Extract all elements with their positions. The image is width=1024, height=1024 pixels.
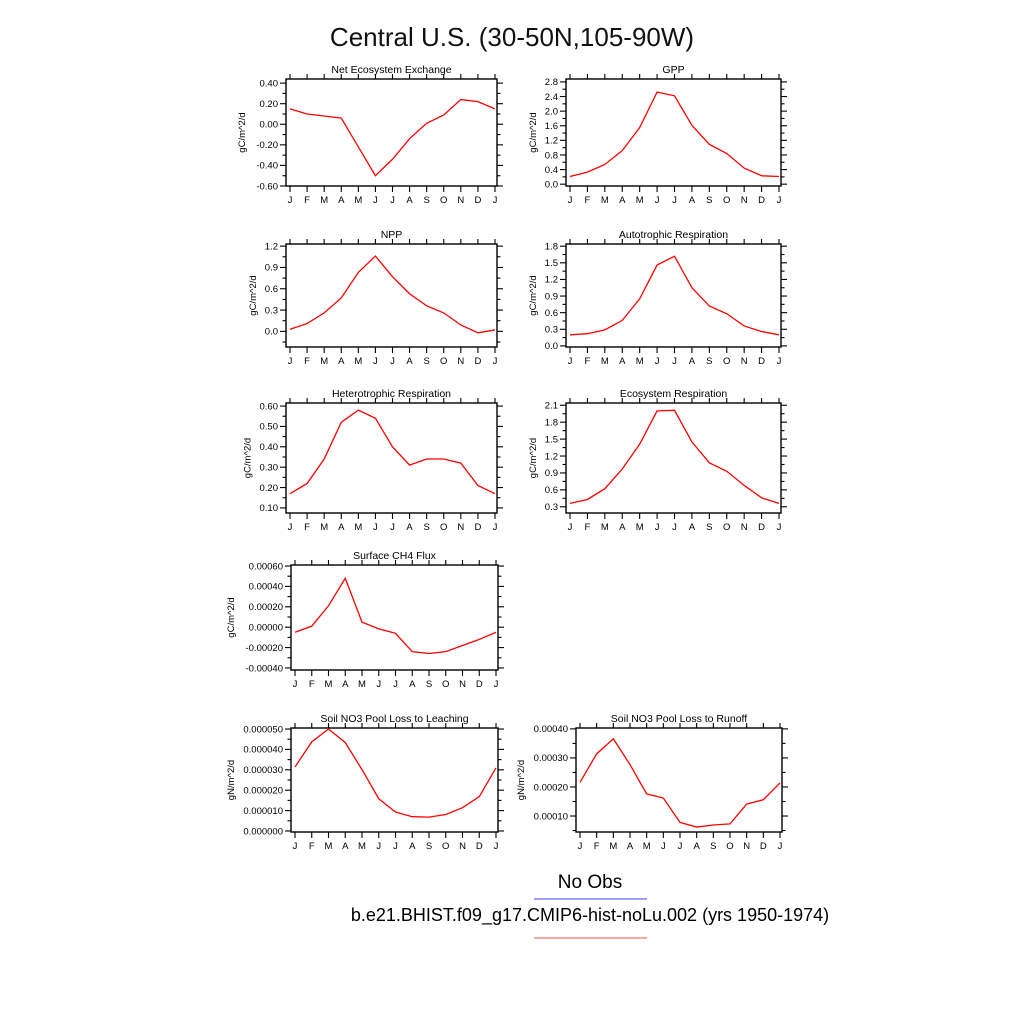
axes-ticks xyxy=(280,74,503,192)
x-tick-label: J xyxy=(776,356,782,367)
x-tick-label: O xyxy=(440,522,448,533)
x-tick-label: J xyxy=(577,841,583,852)
x-tick-label: N xyxy=(459,841,466,852)
x-tick-label: A xyxy=(342,841,349,852)
x-tick-label: D xyxy=(758,356,766,367)
axes-ticks xyxy=(560,398,787,519)
y-axis-unit-label: gN/m^2/d xyxy=(516,759,528,801)
y-tick-label: 0.30 xyxy=(259,462,278,474)
x-tick-label: A xyxy=(406,522,413,533)
axes-ticks xyxy=(280,239,503,353)
series-line-model xyxy=(290,100,495,176)
y-tick-label: 1.5 xyxy=(544,434,558,446)
x-tick-label: J xyxy=(393,841,398,852)
x-tick-label: S xyxy=(710,841,717,852)
series-line-model xyxy=(570,92,779,176)
y-tick-label: 0.9 xyxy=(544,291,558,303)
y-tick-label: 0.000010 xyxy=(243,805,283,817)
y-tick-label: 1.6 xyxy=(544,121,558,133)
x-tick-label: N xyxy=(457,522,465,533)
y-tick-label: 0.9 xyxy=(544,468,558,480)
x-tick-label: M xyxy=(320,356,329,367)
y-tick-label: 2.0 xyxy=(544,106,558,118)
series-line-model xyxy=(290,410,495,494)
y-axis-unit-label: gC/m^2/d xyxy=(247,275,259,316)
y-tick-label: 0.6 xyxy=(544,307,558,319)
plot-title: Heterotrophic Respiration xyxy=(331,388,452,400)
x-tick-label: F xyxy=(304,195,310,206)
x-tick-label: J xyxy=(777,841,783,852)
x-tick-label: N xyxy=(457,356,465,367)
y-tick-label: 0.000050 xyxy=(243,724,283,736)
y-tick-label: 0.8 xyxy=(544,150,558,162)
x-tick-label: O xyxy=(723,356,731,367)
y-tick-label: 1.5 xyxy=(544,258,558,270)
x-tick-label: S xyxy=(425,841,433,852)
series-line-model xyxy=(580,739,780,827)
plot-title: Autotrophic Respiration xyxy=(618,229,729,241)
x-tick-label: J xyxy=(493,841,499,852)
legend-model-label: b.e21.BHIST.f09_g17.CMIP6-hist-noLu.002 (yrs 1950-1974) xyxy=(350,905,830,925)
x-tick-label: J xyxy=(567,522,573,533)
plot-frame xyxy=(576,728,782,832)
x-tick-label: J xyxy=(292,841,298,852)
series-line-model xyxy=(295,729,496,817)
plot-title: Surface CH4 Flux xyxy=(353,550,436,562)
x-tick-label: O xyxy=(442,841,450,852)
x-tick-label: J xyxy=(654,195,660,206)
axes-ticks xyxy=(280,398,503,519)
y-tick-label: 2.8 xyxy=(544,77,558,89)
x-tick-label: N xyxy=(740,522,748,533)
y-tick-label: -0.20 xyxy=(256,140,278,152)
x-tick-label: D xyxy=(475,679,483,690)
subplot-npp xyxy=(201,226,511,377)
x-tick-label: J xyxy=(373,522,378,533)
y-tick-label: 0.6 xyxy=(264,284,278,296)
x-tick-label: F xyxy=(584,356,591,367)
y-tick-label: 0.00030 xyxy=(533,753,568,765)
x-tick-label: F xyxy=(304,356,310,367)
x-tick-label: A xyxy=(338,356,345,367)
y-tick-label: 1.8 xyxy=(544,241,558,253)
x-tick-label: O xyxy=(723,195,731,206)
y-tick-label: 0.20 xyxy=(259,98,278,110)
x-tick-label: M xyxy=(358,679,366,690)
y-tick-label: -0.00020 xyxy=(245,642,283,654)
subplot-net-ecosystem-exchange xyxy=(201,61,511,216)
y-tick-label: 1.2 xyxy=(544,274,558,286)
y-tick-label: 0.4 xyxy=(544,164,558,176)
x-tick-label: M xyxy=(358,841,366,852)
y-tick-label: 1.2 xyxy=(264,241,278,253)
x-tick-label: A xyxy=(409,679,416,690)
plot-frame xyxy=(286,79,497,186)
y-tick-label: 1.2 xyxy=(544,451,558,463)
x-tick-label: D xyxy=(474,195,482,206)
x-tick-label: J xyxy=(287,356,293,367)
legend-obs-label: No Obs xyxy=(557,872,623,893)
y-axis-unit-label: gC/m^2/d xyxy=(527,112,539,153)
x-tick-label: A xyxy=(409,841,416,852)
x-tick-label: J xyxy=(776,522,782,533)
plot-frame xyxy=(286,244,497,347)
x-tick-label: O xyxy=(440,356,448,367)
y-tick-label: 0.0 xyxy=(544,179,558,191)
x-tick-label: M xyxy=(600,195,609,206)
series-line-model xyxy=(570,410,779,503)
x-tick-label: D xyxy=(758,195,766,206)
x-tick-label: M xyxy=(600,356,609,367)
plot-frame xyxy=(291,565,498,670)
x-tick-label: S xyxy=(706,195,713,206)
plot-title: Ecosystem Respiration xyxy=(619,388,728,400)
x-tick-label: J xyxy=(672,195,677,206)
x-tick-label: F xyxy=(308,679,315,690)
x-tick-label: N xyxy=(740,356,748,367)
x-tick-label: J xyxy=(672,522,677,533)
x-tick-label: J xyxy=(672,356,677,367)
x-tick-label: N xyxy=(743,841,751,852)
y-tick-label: 0.6 xyxy=(544,485,558,497)
y-tick-label: 0.40 xyxy=(259,78,278,90)
x-tick-label: J xyxy=(677,841,683,852)
x-tick-label: S xyxy=(425,679,433,690)
x-tick-label: J xyxy=(493,679,499,690)
y-tick-label: 1.2 xyxy=(544,135,558,147)
x-tick-label: S xyxy=(423,522,430,533)
x-tick-label: J xyxy=(390,195,395,206)
x-tick-label: M xyxy=(324,841,333,852)
x-tick-label: O xyxy=(723,522,731,533)
x-tick-label: F xyxy=(584,195,591,206)
y-tick-label: 2.4 xyxy=(544,91,558,103)
x-tick-label: F xyxy=(304,522,310,533)
x-tick-label: A xyxy=(619,195,626,206)
subplot-heterotrophic-respiration xyxy=(201,385,511,543)
x-tick-label: M xyxy=(609,841,618,852)
y-tick-label: 0.00 xyxy=(259,119,278,131)
x-tick-label: A xyxy=(619,356,626,367)
y-tick-label: 0.000040 xyxy=(243,744,283,756)
y-tick-label: 2.1 xyxy=(544,400,558,412)
y-tick-label: 0.00040 xyxy=(533,724,568,736)
x-tick-label: D xyxy=(474,356,482,367)
plot-title: NPP xyxy=(380,229,403,241)
x-tick-label: A xyxy=(406,356,413,367)
x-tick-label: J xyxy=(660,841,666,852)
y-tick-label: 0.3 xyxy=(264,305,278,317)
axes-ticks xyxy=(560,74,787,192)
x-tick-label: M xyxy=(600,522,609,533)
legend-model-line xyxy=(534,937,647,939)
x-tick-label: O xyxy=(442,679,450,690)
series-line-model xyxy=(570,256,779,335)
subplot-autotrophic-respiration xyxy=(481,226,795,377)
x-tick-label: M xyxy=(320,522,329,533)
x-tick-label: D xyxy=(474,522,482,533)
x-tick-label: S xyxy=(706,522,713,533)
y-axis-unit-label: gC/m^2/d xyxy=(527,275,539,316)
x-tick-label: J xyxy=(376,679,382,690)
x-tick-label: A xyxy=(693,841,700,852)
axes-ticks xyxy=(285,723,504,838)
y-tick-label: 0.000020 xyxy=(243,785,283,797)
x-tick-label: M xyxy=(642,841,651,852)
x-tick-label: A xyxy=(338,195,345,206)
x-tick-label: J xyxy=(292,679,298,690)
y-tick-label: 0.00020 xyxy=(248,602,283,614)
y-tick-label: 0.000030 xyxy=(243,765,283,777)
x-tick-label: J xyxy=(492,195,498,206)
x-tick-label: A xyxy=(626,841,634,852)
x-tick-label: J xyxy=(373,195,378,206)
x-tick-label: M xyxy=(354,522,363,533)
plot-frame xyxy=(286,403,497,513)
x-tick-label: S xyxy=(423,195,430,206)
x-tick-label: J xyxy=(287,522,293,533)
plot-title: Soil NO3 Pool Loss to Runoff xyxy=(610,713,748,725)
x-tick-label: J xyxy=(390,522,395,533)
x-tick-label: J xyxy=(567,356,573,367)
y-tick-label: 0.0 xyxy=(544,341,558,353)
x-tick-label: M xyxy=(324,679,333,690)
y-tick-label: 0.50 xyxy=(259,421,278,433)
y-tick-label: 0.00000 xyxy=(248,622,283,634)
x-tick-label: N xyxy=(457,195,465,206)
y-tick-label: 0.000000 xyxy=(243,826,283,838)
x-tick-label: J xyxy=(654,522,660,533)
y-tick-label: -0.60 xyxy=(256,181,278,193)
x-tick-label: F xyxy=(584,522,591,533)
x-tick-label: J xyxy=(287,195,293,206)
subplot-gpp xyxy=(481,61,795,216)
x-tick-label: A xyxy=(338,522,345,533)
y-tick-label: 0.3 xyxy=(544,502,558,514)
y-axis-unit-label: gC/m^2/d xyxy=(237,112,248,153)
y-tick-label: -0.40 xyxy=(256,160,278,172)
x-tick-label: O xyxy=(440,195,448,206)
x-tick-label: A xyxy=(688,195,696,206)
y-tick-label: -0.00040 xyxy=(245,663,283,675)
series-line-model xyxy=(290,256,495,333)
y-axis-unit-label: gC/m^2/d xyxy=(242,437,254,479)
x-tick-label: A xyxy=(688,356,696,367)
y-tick-label: 0.0 xyxy=(264,326,278,338)
x-tick-label: D xyxy=(759,841,767,852)
x-tick-label: F xyxy=(308,841,315,852)
subplot-surface-ch4-flux xyxy=(206,547,512,700)
x-tick-label: J xyxy=(393,679,398,690)
x-tick-label: N xyxy=(459,679,466,690)
x-tick-label: M xyxy=(354,195,363,206)
x-tick-label: J xyxy=(373,356,378,367)
x-tick-label: N xyxy=(740,195,748,206)
y-tick-label: 0.3 xyxy=(544,324,558,336)
x-tick-label: A xyxy=(619,522,626,533)
y-tick-label: 0.20 xyxy=(259,482,278,494)
y-axis-unit-label: gC/m^2/d xyxy=(225,597,237,638)
y-tick-label: 0.00020 xyxy=(533,782,568,794)
x-tick-label: S xyxy=(706,356,713,367)
x-tick-label: J xyxy=(492,522,498,533)
x-tick-label: J xyxy=(567,195,573,206)
y-tick-label: 0.40 xyxy=(259,442,278,454)
plot-title: GPP xyxy=(662,64,685,76)
y-tick-label: 0.10 xyxy=(259,503,278,515)
series-line-model xyxy=(295,578,496,653)
x-tick-label: D xyxy=(475,841,483,852)
x-tick-label: J xyxy=(390,356,395,367)
x-tick-label: S xyxy=(423,356,430,367)
y-tick-label: 1.8 xyxy=(544,417,558,429)
main-title: Central U.S. (30-50N,105-90W) xyxy=(329,22,695,52)
y-tick-label: 0.00010 xyxy=(533,811,568,823)
x-tick-label: A xyxy=(688,522,696,533)
subplot-soil-no3-pool-loss-to-runoff xyxy=(491,710,796,862)
x-tick-label: M xyxy=(320,195,329,206)
y-tick-label: 0.60 xyxy=(259,401,278,413)
y-tick-label: 0.00040 xyxy=(248,581,283,593)
x-tick-label: J xyxy=(654,356,660,367)
x-tick-label: M xyxy=(354,356,363,367)
y-tick-label: 0.00060 xyxy=(248,561,283,573)
x-tick-label: M xyxy=(635,195,644,206)
plot-frame xyxy=(566,403,781,513)
subplot-soil-no3-pool-loss-to-leaching xyxy=(206,710,512,862)
x-tick-label: A xyxy=(342,679,349,690)
y-axis-unit-label: gC/m^2/d xyxy=(527,437,539,479)
plot-frame xyxy=(291,728,498,832)
subplot-ecosystem-respiration xyxy=(481,385,795,543)
y-axis-unit-label: gN/m^2/d xyxy=(225,759,237,801)
x-tick-label: J xyxy=(492,356,498,367)
x-tick-label: J xyxy=(776,195,782,206)
x-tick-label: A xyxy=(406,195,413,206)
plot-title: Soil NO3 Pool Loss to Leaching xyxy=(320,713,469,725)
plot-title: Net Ecosystem Exchange xyxy=(331,64,452,76)
y-tick-label: 0.9 xyxy=(264,262,278,274)
x-tick-label: F xyxy=(593,841,600,852)
x-tick-label: M xyxy=(635,356,644,367)
x-tick-label: O xyxy=(726,841,734,852)
x-tick-label: J xyxy=(376,841,382,852)
legend-obs-line xyxy=(534,898,647,900)
x-tick-label: M xyxy=(635,522,644,533)
x-tick-label: D xyxy=(758,522,766,533)
